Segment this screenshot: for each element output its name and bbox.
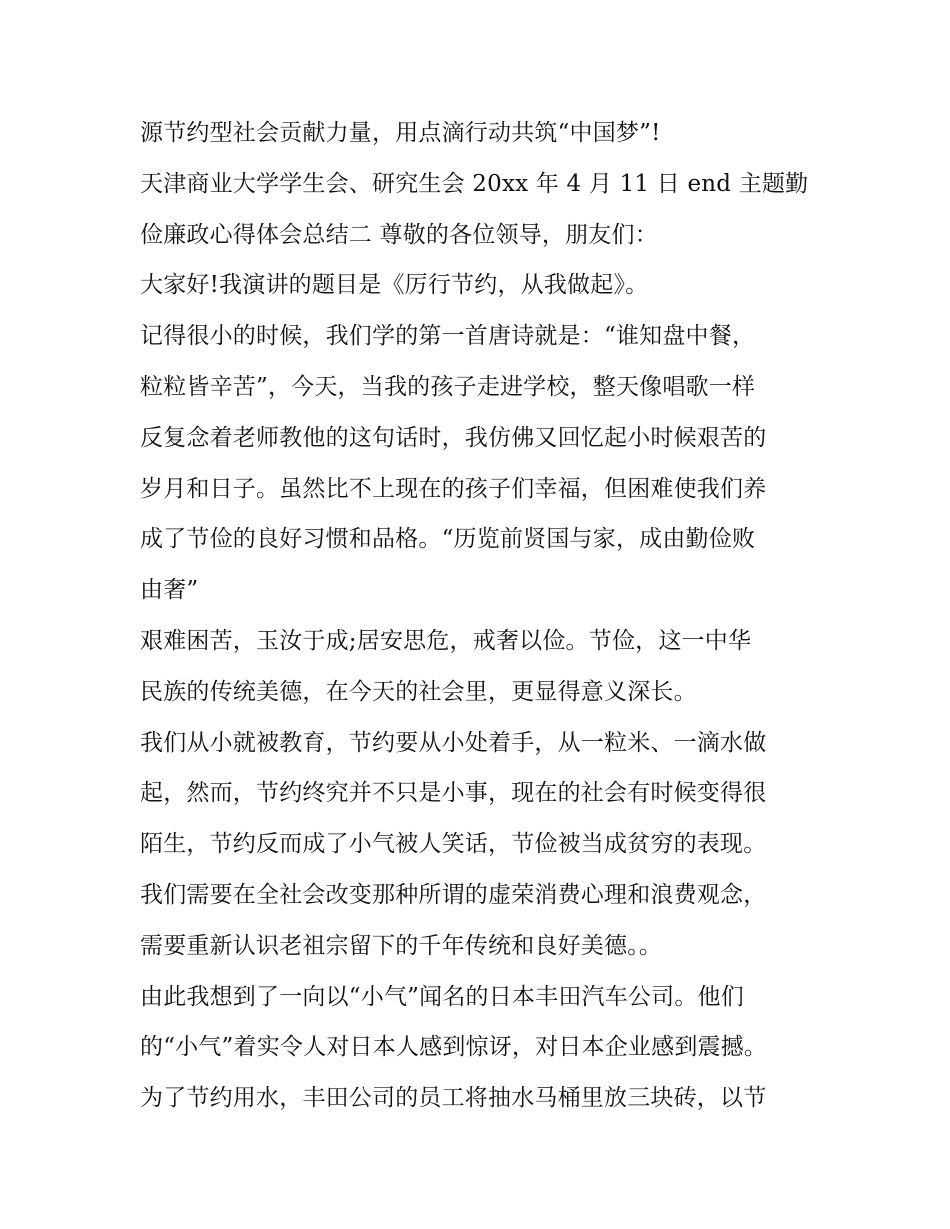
text-line-2: 天津商业大学学生会、研究生会 20xx 年 4 月 11 日 end 主题勤 bbox=[140, 170, 809, 197]
text-line-19: 的“小气”着实令人对日本人感到惊讶，对日本企业感到震撼。 bbox=[140, 1034, 768, 1061]
text-line-16: 我们需要在全社会改变那种所谓的虚荣消费心理和浪费观念， bbox=[140, 881, 767, 908]
text-line-13: 我们从小就被教育，节约要从小处着手，从一粒米、一滴水做 bbox=[140, 729, 767, 756]
text-line-1: 源节约型社会贡献力量，用点滴行动共筑“中国梦”! bbox=[140, 120, 661, 146]
text-line-6: 粒粒皆辛苦”，今天，当我的孩子走进学校，整天像唱歌一样 bbox=[140, 373, 756, 400]
text-line-7: 反复念着老师教他的这句话时，我仿佛又回忆起小时候艰苦的 bbox=[140, 424, 767, 451]
text-line-4: 大家好!我演讲的题目是《厉行节约，从我做起》。 bbox=[140, 272, 649, 299]
text-line-12: 民族的传统美德，在今天的社会里，更显得意义深长。 bbox=[140, 678, 697, 705]
text-line-15: 陌生，节约反而成了小气被人笑话，节俭被当成贫穷的表现。 bbox=[140, 831, 767, 858]
text-line-17: 需要重新认识老祖宗留下的千年传统和良好美德。。 bbox=[140, 932, 663, 959]
document-body bbox=[140, 108, 830, 1124]
text-line-18: 由此我想到了一向以“小气”闻名的日本丰田汽车公司。他们 bbox=[140, 983, 744, 1010]
text-line-20: 为了节约用水，丰田公司的员工将抽水马桶里放三块砖，以节 bbox=[140, 1085, 767, 1112]
text-line-11: 艰难困苦，玉汝于成;居安思危，戒奢以俭。节俭，这一中华 bbox=[140, 627, 752, 654]
text-line-10: 由奢” bbox=[140, 577, 199, 604]
text-line-9: 成了节俭的良好习惯和品格。“历览前贤国与家，成由勤俭败 bbox=[140, 526, 756, 553]
text-line-3: 俭廉政心得体会总结二 尊敬的各位领导，朋友们： bbox=[140, 221, 658, 248]
text-line-14: 起，然而，节约终究并不只是小事，现在的社会有时候变得很 bbox=[140, 780, 767, 807]
text-line-8: 岁月和日子。虽然比不上现在的孩子们幸福，但困难使我们养 bbox=[140, 475, 767, 502]
text-line-5: 记得很小的时候，我们学的第一首唐诗就是：“谁知盘中餐， bbox=[140, 323, 756, 350]
